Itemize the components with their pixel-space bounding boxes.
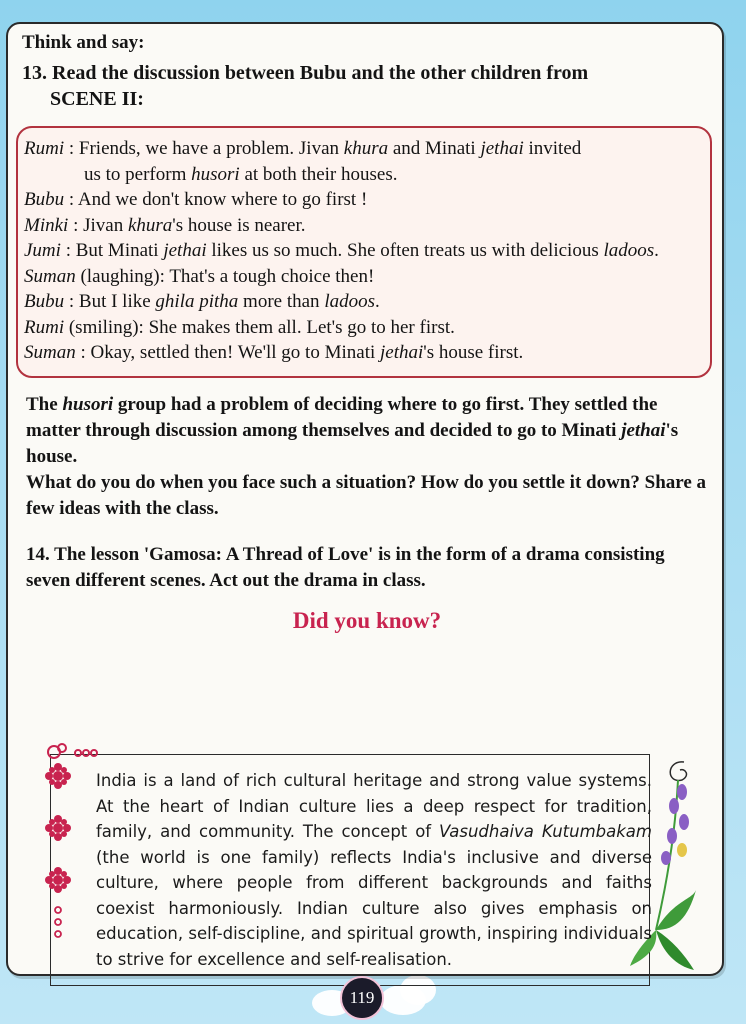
- speaker-separator: (smiling):: [64, 316, 149, 338]
- dialogue-text: But I like: [78, 291, 156, 312]
- dialogue-text: more than: [238, 291, 325, 312]
- section-heading: Think and say:: [22, 32, 145, 53]
- dialogue-term: ghila pitha: [155, 291, 239, 312]
- speaker-name: Minki: [24, 214, 69, 236]
- dialogue-text: That's a tough choice then!: [169, 265, 375, 287]
- dialogue-line: [24, 136, 702, 162]
- speaker-name: Bubu: [24, 189, 65, 210]
- dialogue-term: jethai: [163, 240, 207, 261]
- did-you-know-heading: Did you know?: [292, 607, 442, 633]
- para-text-e: 's house.: [26, 419, 679, 467]
- para-term-jethai: jethai: [621, 419, 666, 441]
- dialogue-line: [24, 340, 702, 366]
- dialogue-line: [24, 187, 702, 213]
- dialogue-term: khura: [127, 214, 173, 236]
- dialogue-text: .: [654, 240, 659, 261]
- dialogue-term: khura: [343, 138, 389, 159]
- speaker-name: Rumi: [24, 316, 65, 338]
- dialogue-line: [24, 264, 702, 290]
- dialogue-text: and Minati: [388, 138, 481, 159]
- textbook-page: [6, 22, 724, 976]
- dialogue-text: Jivan: [83, 214, 128, 236]
- dialogue-text: .: [375, 291, 380, 312]
- dialogue-term: jethai: [380, 342, 424, 363]
- floral-border-left-icon: [38, 740, 98, 980]
- speaker-separator: :: [68, 214, 84, 236]
- question-13-line1: 13. Read the discussion between Bubu and the other children from: [22, 62, 589, 84]
- speaker-name: Suman: [24, 265, 76, 287]
- dialogue-text: 's house first.: [423, 342, 524, 363]
- question-13-line2: SCENE II:: [50, 88, 144, 110]
- dialogue-term: ladoos: [324, 291, 375, 312]
- dialogue-line: [24, 238, 702, 264]
- did-you-know-box: [38, 740, 698, 980]
- dialogue-text: She makes them all. Let's go to her first.: [148, 316, 455, 338]
- dialogue-text: at both their houses.: [239, 163, 398, 185]
- speaker-name: Suman: [24, 342, 76, 363]
- speaker-separator: :: [60, 240, 76, 261]
- dialogue-box: [16, 126, 712, 378]
- info-text-a: India is a land of rich cultural heritage and strong value systems. At the heart of Indian culture lies a deep respect for tradition, family, and community. The concept of: [96, 771, 652, 841]
- para-text-c: group had a problem of deciding where to go first. They settled the matter through discussion among themselves and decided to go to Minati: [26, 393, 658, 441]
- dialogue-text: us to perform: [84, 163, 192, 185]
- speaker-separator: :: [64, 138, 79, 159]
- speaker-name: Jumi: [24, 240, 61, 261]
- did-you-know-text: [96, 768, 652, 972]
- speaker-separator: :: [64, 189, 78, 210]
- dialogue-term: husori: [191, 163, 240, 185]
- dialogue-text: 's house is nearer.: [172, 214, 306, 236]
- dialogue-text: But Minati: [75, 240, 164, 261]
- dialogue-term: ladoos: [603, 240, 655, 261]
- dialogue-text: invited: [523, 138, 582, 159]
- dialogue-line: [24, 315, 702, 341]
- speaker-separator: :: [64, 291, 79, 312]
- speaker-separator: :: [75, 342, 91, 363]
- dialogue-line: [24, 289, 702, 315]
- speaker-name: Bubu: [24, 291, 65, 312]
- dialogue-text: likes us so much. She often treats us with delicious: [206, 240, 604, 261]
- page-number-badge: 119: [340, 976, 384, 1020]
- question-13: [22, 60, 712, 112]
- speaker-separator: (laughing):: [75, 265, 170, 287]
- dialogue-line: [24, 213, 702, 239]
- page-content: [22, 32, 712, 634]
- speaker-name: Rumi: [24, 138, 65, 159]
- info-text-c: (the world is one family) reflects India's inclusive and diverse culture, where people from different backgrounds and faiths coexist harmoniously. Indian culture also gives emphasis on education, self-discipline, and spiritual growth, inspiring individuals to strive for excellence and self-realisation.: [96, 847, 652, 969]
- dialogue-text: And we don't know where to go first !: [77, 189, 368, 210]
- dialogue-line: [24, 162, 702, 188]
- discussion-paragraph: [26, 392, 712, 522]
- para-term-husori: husori: [62, 393, 114, 415]
- para-question: What do you do when you face such a situation? How do you settle it down? Share a few ideas with the class.: [26, 471, 707, 519]
- question-14: 14. The lesson 'Gamosa: A Thread of Love' is in the form of a drama consisting seven different scenes. Act out the drama in class.: [26, 543, 665, 591]
- dialogue-text: Okay, settled then! We'll go to Minati: [90, 342, 380, 363]
- info-term-vasudhaiva: Vasudhaiva Kutumbakam: [439, 822, 652, 841]
- para-text-a: The: [26, 393, 63, 415]
- dialogue-text: Friends, we have a problem. Jivan: [78, 138, 344, 159]
- dialogue-term: jethai: [480, 138, 524, 159]
